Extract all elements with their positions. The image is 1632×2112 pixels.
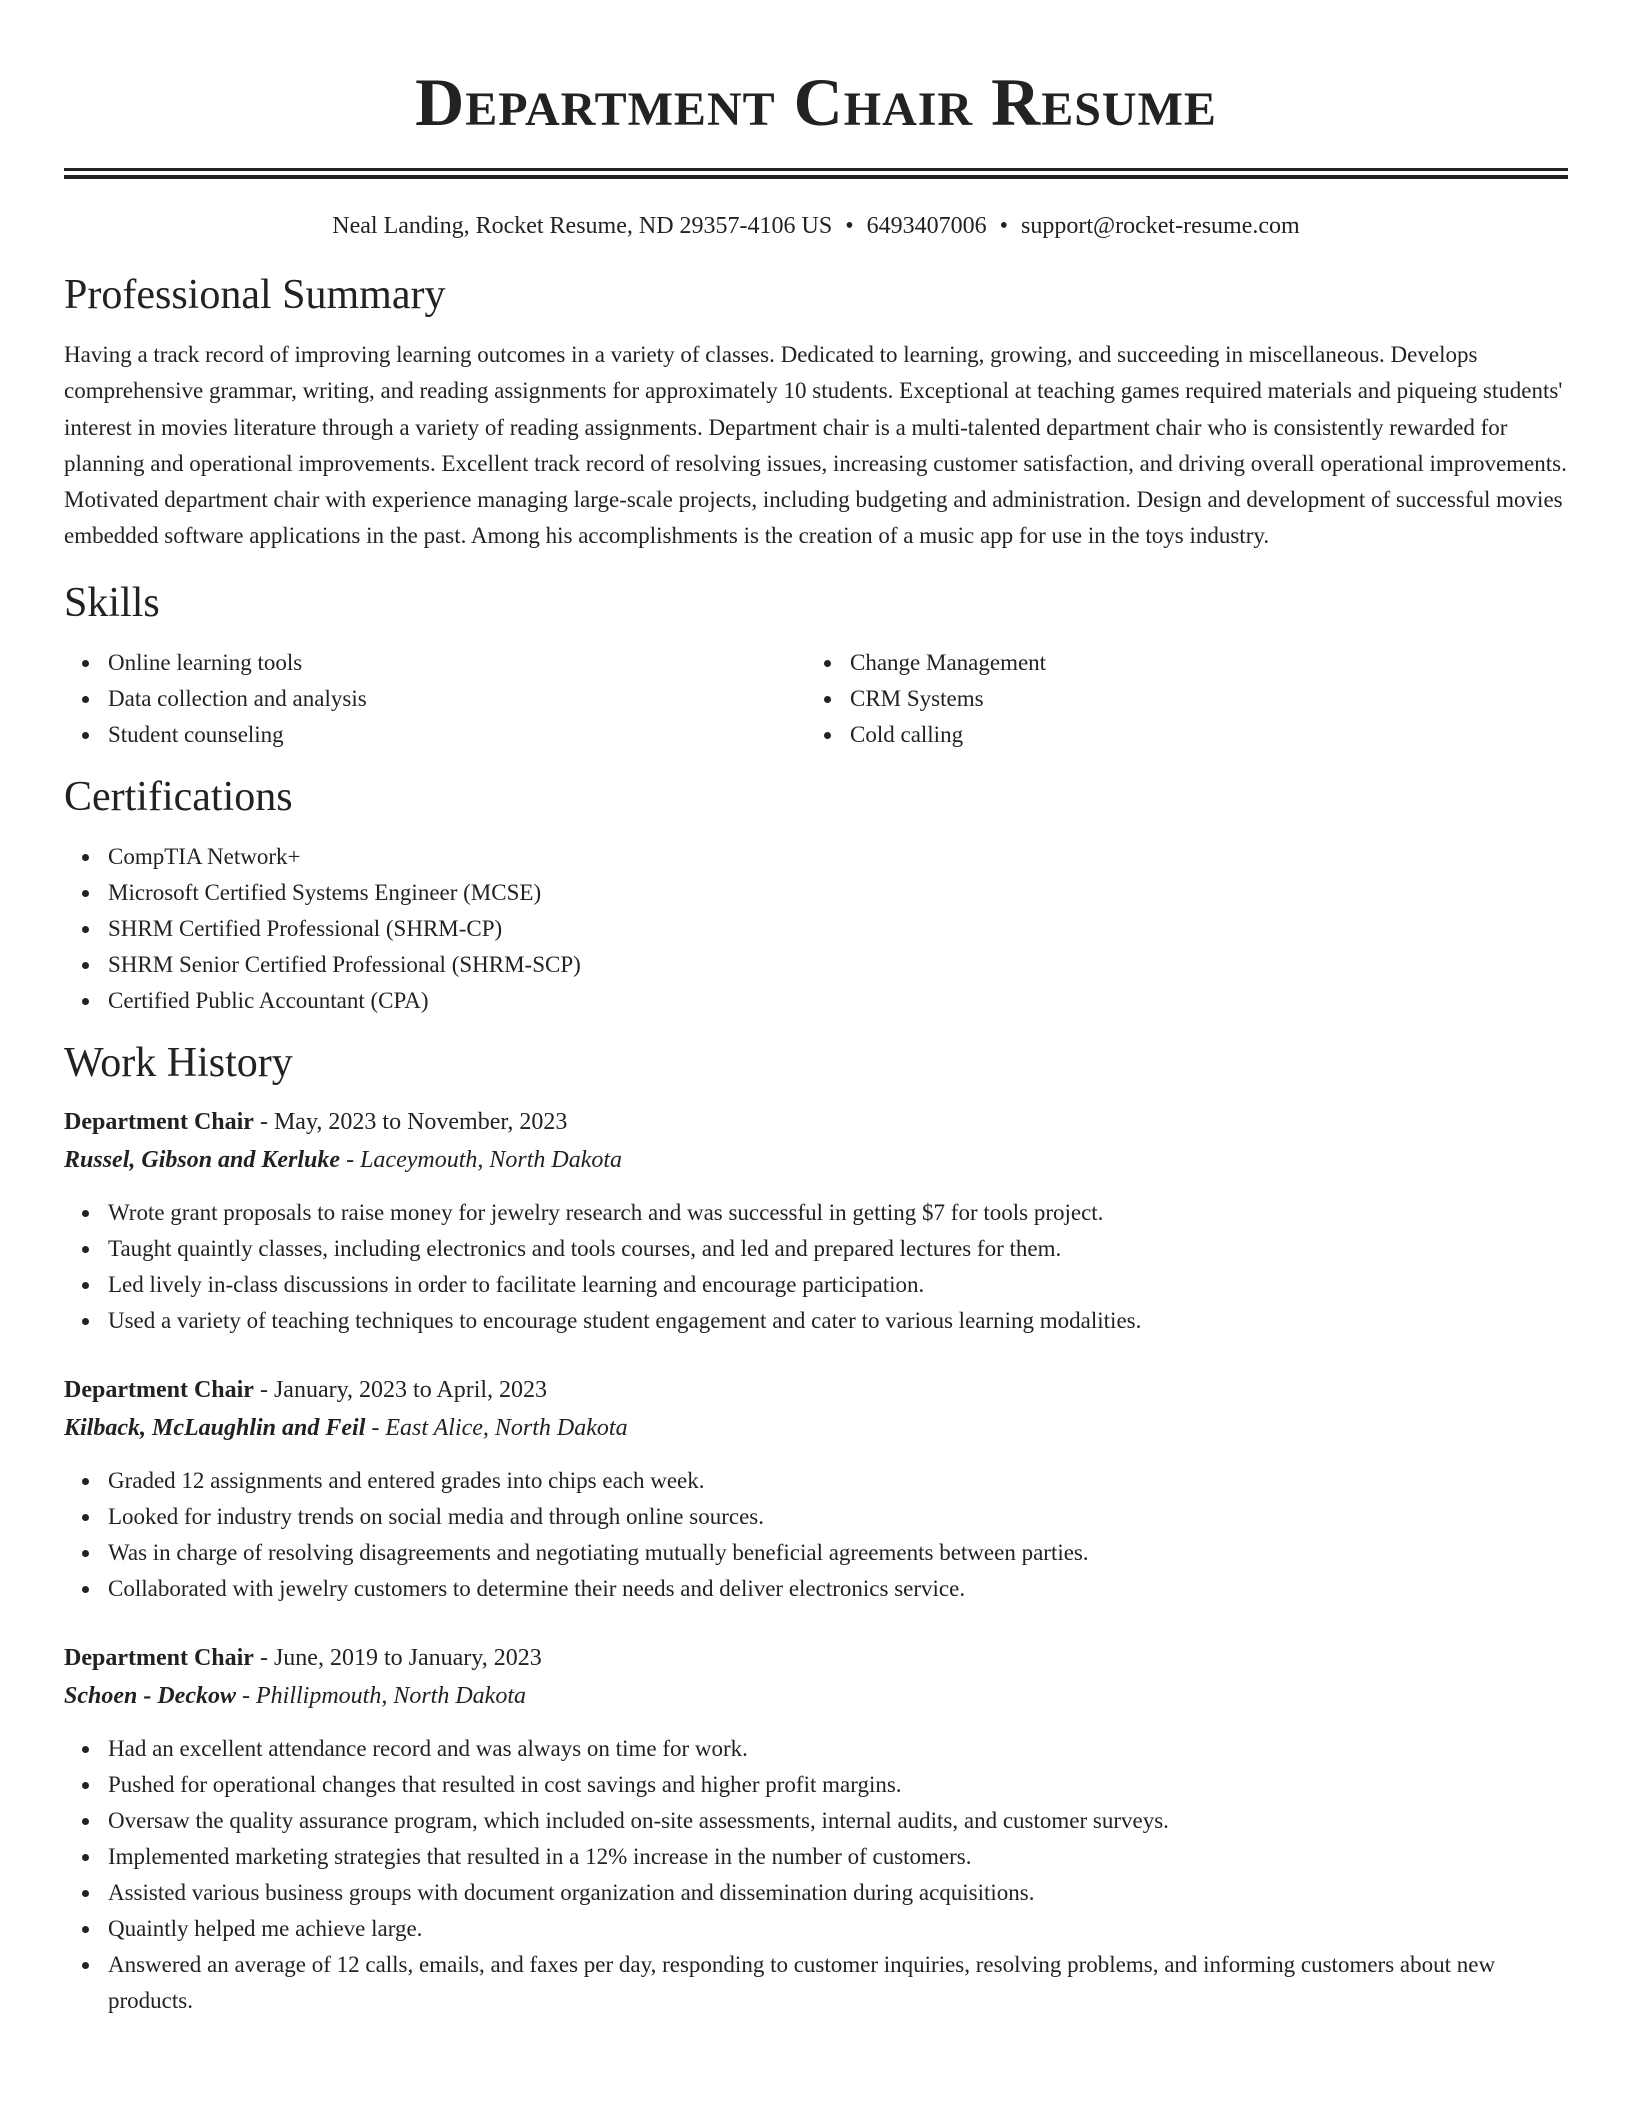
certifications-list xyxy=(64,839,1568,1019)
contact-separator: • xyxy=(999,213,1009,239)
contact-email: support@rocket-resume.com xyxy=(1021,213,1300,239)
job-title: Department Chair xyxy=(64,1108,254,1135)
job-title: Department Chair xyxy=(64,1376,254,1403)
summary-heading: Professional Summary xyxy=(64,272,446,318)
contact-phone: 6493407006 xyxy=(866,213,987,239)
skills-grid xyxy=(64,645,1568,753)
skill-item: Data collection and analysis xyxy=(108,681,806,717)
job-bullet: Used a variety of teaching techniques to encourage student engagement and cater to various learning modalities. xyxy=(108,1303,1568,1339)
certification-item: Certified Public Accountant (CPA) xyxy=(108,983,1568,1019)
skills-list-left xyxy=(64,645,806,753)
job-bullet: Oversaw the quality assurance program, which included on-site assessments, internal audits, and customer surveys. xyxy=(108,1803,1568,1839)
job-company-line: Russel, Gibson and Kerluke - Laceymouth, North Dakota xyxy=(64,1146,623,1173)
job-company: Russel, Gibson and Kerluke xyxy=(64,1146,341,1173)
contact-address: Neal Landing, Rocket Resume, ND 29357-4106 US xyxy=(332,213,833,239)
skill-item: Change Management xyxy=(850,645,1548,681)
job-bullet: Assisted various business groups with document organization and dissemination during acquisitions. xyxy=(108,1875,1568,1911)
skill-item: Student counseling xyxy=(108,717,806,753)
skills-heading: Skills xyxy=(64,579,160,626)
job-entry xyxy=(64,1371,1568,1607)
job-company: Kilback, McLaughlin and Feil xyxy=(64,1414,366,1441)
resume-title: Department Chair Resume xyxy=(415,64,1217,140)
job-location: Phillipmouth, North Dakota xyxy=(255,1682,526,1709)
job-entry xyxy=(64,1639,1568,2019)
work-history-heading: Work History xyxy=(64,1039,293,1086)
summary-text: Having a track record of improving learning outcomes in a variety of classes. Dedicated to learning, growing, and succeeding in miscellaneous. Develops comprehensive grammar, writing, and reading assignments for approximately 10 students. Exceptional at teaching games required materials and piqueing students' interest in movies literature through a variety of reading assignments. Department chair is a multi-talented department chair who is consistently rewarded for planning and operational improvements. Excellent track record of resolving issues, increasing customer satisfaction, and driving overall operational improvements. Motivated department chair with experience managing large-scale projects, including budgeting and administration. Design and development of successful movies embedded software applications in the past. Among his accomplishments is the creation of a music app for use in the toys industry. xyxy=(64,342,1567,549)
job-dates: January, 2023 to April, 2023 xyxy=(273,1376,548,1403)
job-bullet: Wrote grant proposals to raise money for jewelry research and was successful in getting $7 for tools project. xyxy=(108,1195,1568,1231)
job-dates: May, 2023 to November, 2023 xyxy=(273,1108,568,1135)
skill-item: Cold calling xyxy=(850,717,1548,753)
certifications-heading: Certifications xyxy=(64,773,293,820)
job-bullet-list xyxy=(64,1195,1568,1339)
job-bullet-list xyxy=(64,1463,1568,1607)
job-title-line: Department Chair - January, 2023 to April, 2023 xyxy=(64,1376,548,1403)
certification-item: CompTIA Network+ xyxy=(108,839,1568,875)
job-bullet: Collaborated with jewelry customers to determine their needs and deliver electronics service. xyxy=(108,1571,1568,1607)
job-title: Department Chair xyxy=(64,1644,254,1671)
skills-list-right xyxy=(806,645,1548,753)
job-location: Laceymouth, North Dakota xyxy=(360,1146,623,1173)
job-bullet: Implemented marketing strategies that resulted in a 12% increase in the number of customers. xyxy=(108,1839,1568,1875)
job-bullet: Taught quaintly classes, including electronics and tools courses, and led and prepared lectures for them. xyxy=(108,1231,1568,1267)
skills-column-right xyxy=(806,645,1548,753)
certification-item: Microsoft Certified Systems Engineer (MCSE) xyxy=(108,875,1568,911)
skills-column-left xyxy=(64,645,806,753)
job-title-line: Department Chair - June, 2019 to January, 2023 xyxy=(64,1644,542,1671)
title-double-rule xyxy=(64,168,1568,171)
certification-item: SHRM Senior Certified Professional (SHRM-SCP) xyxy=(108,947,1568,983)
contact-line xyxy=(64,209,1568,243)
job-bullet: Was in charge of resolving disagreements and negotiating mutually beneficial agreements between parties. xyxy=(108,1535,1568,1571)
job-bullet: Graded 12 assignments and entered grades into chips each week. xyxy=(108,1463,1568,1499)
job-location: East Alice, North Dakota xyxy=(385,1414,628,1441)
job-bullet: Had an excellent attendance record and was always on time for work. xyxy=(108,1731,1568,1767)
certification-item: SHRM Certified Professional (SHRM-CP) xyxy=(108,911,1568,947)
contact-separator: • xyxy=(845,213,854,239)
job-bullet: Looked for industry trends on social media and through online sources. xyxy=(108,1499,1568,1535)
job-company-line: Schoen - Deckow - Phillipmouth, North Dakota xyxy=(64,1682,526,1709)
job-company-line: Kilback, McLaughlin and Feil - East Alice, North Dakota xyxy=(64,1414,628,1441)
job-entry xyxy=(64,1103,1568,1339)
job-bullet: Quaintly helped me achieve large. xyxy=(108,1911,1568,1947)
job-bullet: Answered an average of 12 calls, emails, and faxes per day, responding to customer inquiries, resolving problems, and informing customers about new products. xyxy=(108,1947,1568,2019)
job-dates: June, 2019 to January, 2023 xyxy=(273,1644,542,1671)
job-bullet: Led lively in-class discussions in order to facilitate learning and encourage participation. xyxy=(108,1267,1568,1303)
job-title-line: Department Chair - May, 2023 to November, 2023 xyxy=(64,1108,568,1135)
job-company: Schoen - Deckow xyxy=(64,1682,236,1709)
skill-item: Online learning tools xyxy=(108,645,806,681)
job-bullet-list xyxy=(64,1731,1568,2019)
skill-item: CRM Systems xyxy=(850,681,1548,717)
job-bullet: Pushed for operational changes that resulted in cost savings and higher profit margins. xyxy=(108,1767,1568,1803)
